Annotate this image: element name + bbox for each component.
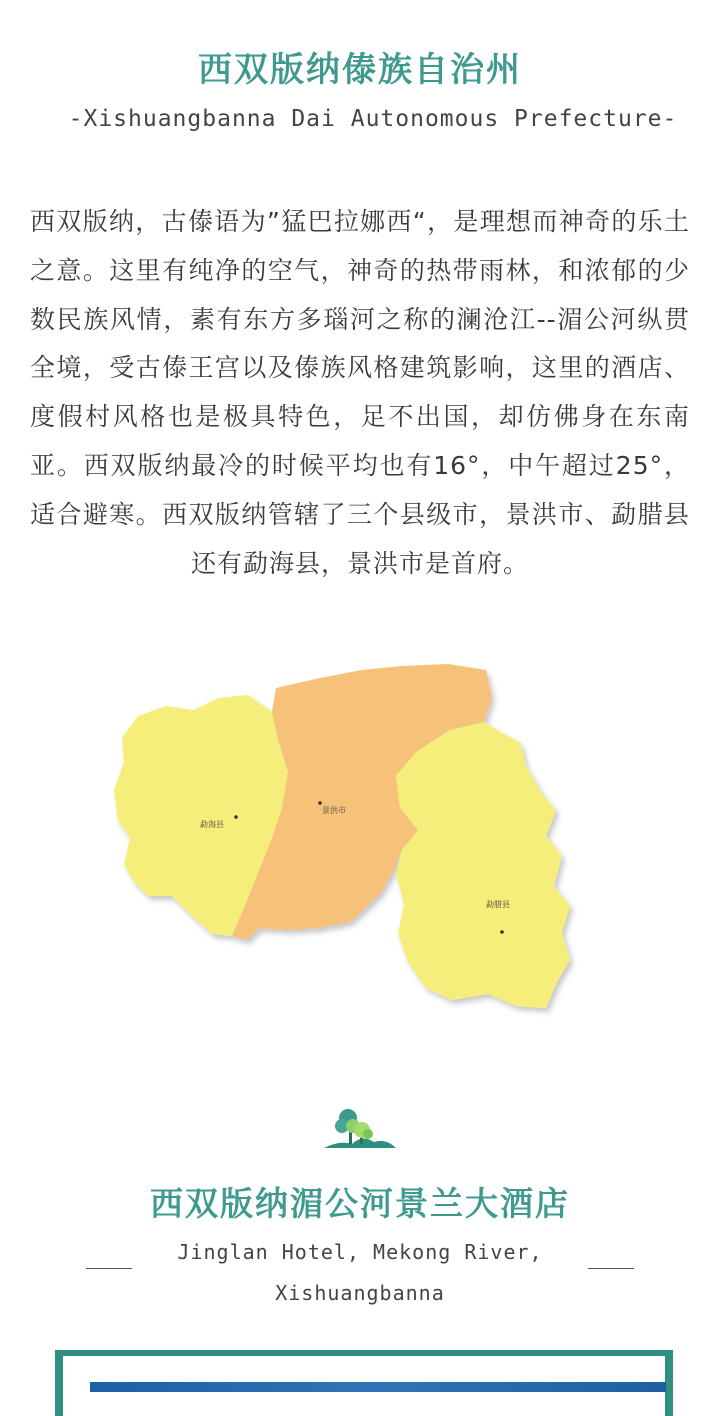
intro-paragraph: 西双版纳，古傣语为”猛巴拉娜西“，是理想而神奇的乐土之意。这里有纯净的空气，神奇的热带雨林，和浓郁的少数民族风情，素有东方多瑙河之称的澜沧江--湄公河纵贯全境，受古傣王宫以及傣族风格建筑影响，这里的酒店、度假村风格也是极具特色，足不出国，却仿佛身在东南亚。西双版纳最冷的时候平均也有16°，中午超过25°，适合避寒。西双版纳管辖了三个县级市，景洪市、勐腊县还有勐海县，景洪市是首府。: [30, 207, 690, 578]
hotel-english-line-1: Jinglan Hotel, Mekong River,: [177, 1240, 543, 1264]
prefecture-map: [100, 660, 600, 1030]
hotel-title: 西双版纳湄公河景兰大酒店: [150, 1184, 570, 1223]
tree-icon: [322, 1104, 398, 1152]
menghai-label: 勐海县: [200, 820, 224, 829]
mengla-label: 勐腊县: [486, 900, 510, 909]
mengla-region: [396, 722, 570, 1008]
title-rule-right: [588, 1268, 634, 1269]
mengla-dot: [500, 930, 504, 934]
hotel-photo: [90, 1382, 666, 1392]
page-title: 西双版纳傣族自治州: [198, 50, 522, 90]
jinghong-label: 景洪市: [322, 806, 346, 815]
page-subtitle: -Xishuangbanna Dai Autonomous Prefecture-: [68, 106, 678, 132]
title-rule-left: [86, 1268, 132, 1269]
menghai-dot: [234, 815, 238, 819]
jinghong-dot: [318, 801, 322, 805]
hotel-english-name: [150, 1232, 570, 1314]
hotel-english-line-2: Xishuangbanna: [275, 1281, 445, 1305]
